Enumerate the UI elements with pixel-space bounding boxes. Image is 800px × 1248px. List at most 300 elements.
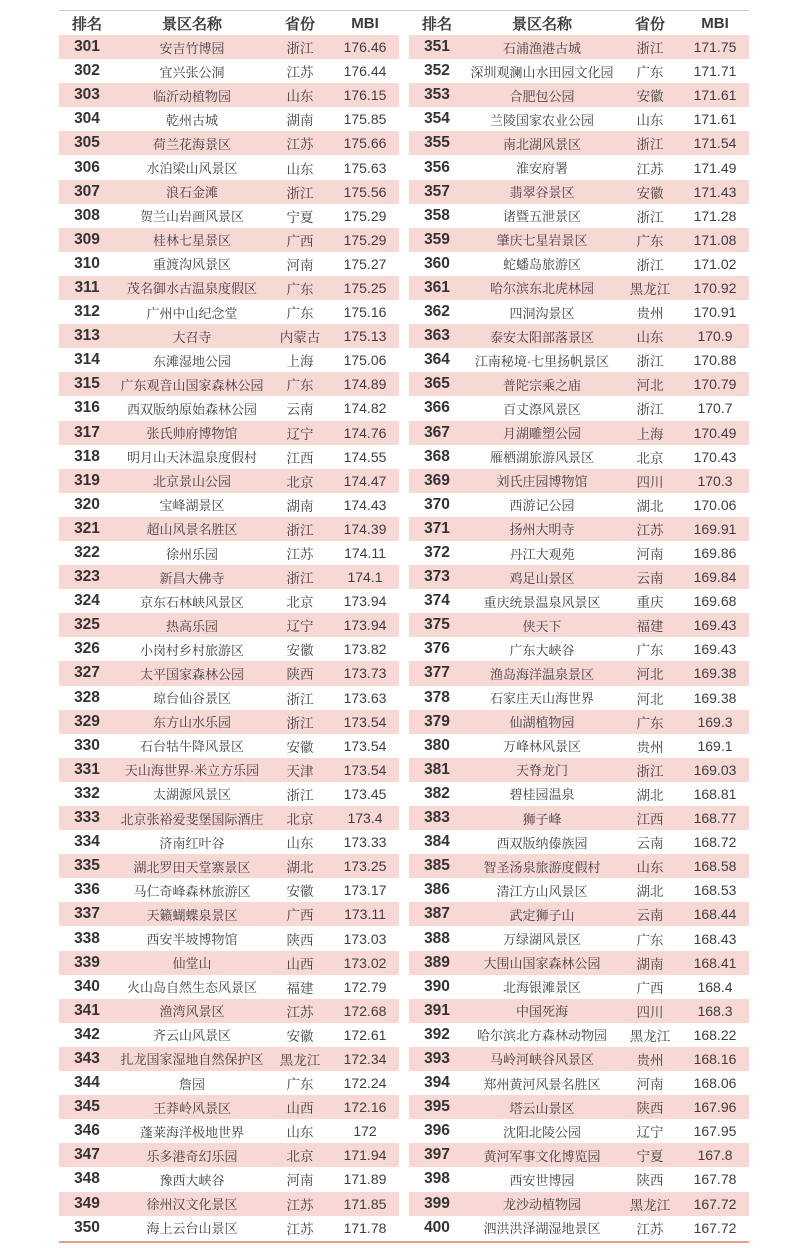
rank-cell: 371 <box>424 519 450 537</box>
table-header-row <box>409 11 749 35</box>
table-row <box>59 300 399 324</box>
name-cell: 丹江大观苑 <box>509 546 575 562</box>
province-cell: 河南 <box>286 1173 314 1189</box>
name-cell: 重庆统景温泉风景区 <box>483 594 601 610</box>
province-cell: 陕西 <box>636 1101 664 1117</box>
table-row <box>59 999 399 1023</box>
table-row <box>59 1192 399 1216</box>
table-row <box>59 541 399 565</box>
rank-cell: 307 <box>74 182 100 200</box>
name-cell: 天脊龙门 <box>515 763 568 779</box>
name-cell: 火山岛自然生态风景区 <box>126 980 257 996</box>
rank-cell: 362 <box>424 303 450 321</box>
mbi-cell: 173.63 <box>343 689 387 706</box>
province-cell: 河北 <box>636 667 664 683</box>
name-cell: 小岗村乡村旅游区 <box>139 642 244 658</box>
rank-cell: 391 <box>424 1001 450 1019</box>
province-cell: 浙江 <box>286 787 314 803</box>
table-row <box>59 1167 399 1191</box>
mbi-cell: 168.43 <box>693 930 737 947</box>
province-cell: 山东 <box>286 836 314 852</box>
table-row <box>409 686 749 710</box>
name-cell: 大召寺 <box>172 329 212 345</box>
mbi-cell: 174.11 <box>344 545 386 562</box>
mbi-cell: 175.63 <box>343 159 387 176</box>
mbi-cell: 171.08 <box>693 231 737 248</box>
table-row <box>59 637 399 661</box>
province-cell: 云南 <box>636 571 664 587</box>
rank-cell: 375 <box>424 616 450 634</box>
rank-cell: 323 <box>74 568 100 586</box>
rank-cell: 400 <box>424 1218 450 1236</box>
table-row <box>409 228 749 252</box>
rank-cell: 347 <box>74 1146 100 1164</box>
rank-cell: 363 <box>424 327 450 345</box>
mbi-cell: 175.85 <box>343 111 387 128</box>
province-cell: 浙江 <box>636 137 664 153</box>
name-cell: 大围山国家森林公园 <box>483 956 601 972</box>
table-row <box>409 926 749 950</box>
province-cell: 山西 <box>286 1101 314 1117</box>
mbi-cell: 169.38 <box>693 689 737 706</box>
name-cell: 重渡沟风景区 <box>152 257 231 273</box>
rank-cell: 387 <box>424 905 450 923</box>
mbi-cell: 174.43 <box>343 496 387 513</box>
rank-cell: 330 <box>74 736 100 754</box>
table-row <box>59 155 399 179</box>
rank-cell: 376 <box>424 640 450 658</box>
table-row <box>59 107 399 131</box>
province-cell: 河北 <box>636 378 664 394</box>
rank-cell: 322 <box>74 544 100 562</box>
table-row <box>59 469 399 493</box>
name-cell: 黄河军事文化博览园 <box>483 1148 601 1164</box>
province-cell: 浙江 <box>286 185 314 201</box>
table-row <box>59 926 399 950</box>
province-cell: 福建 <box>286 980 314 996</box>
mbi-cell: 168.06 <box>693 1075 737 1092</box>
table-row <box>409 854 749 878</box>
rank-cell: 342 <box>74 1025 100 1043</box>
rank-cell: 397 <box>424 1146 450 1164</box>
table-row <box>59 228 399 252</box>
rank-cell: 379 <box>424 712 450 730</box>
name-cell: 乾州古城 <box>165 112 218 128</box>
table-row <box>59 180 399 204</box>
rank-cell: 383 <box>424 809 450 827</box>
province-cell: 浙江 <box>636 257 664 273</box>
rank-cell: 377 <box>424 664 450 682</box>
mbi-cell: 169.03 <box>693 761 737 778</box>
name-cell: 泗洪洪泽湖湿地景区 <box>483 1221 601 1237</box>
mbi-cell: 167.95 <box>693 1123 737 1140</box>
table-row <box>59 324 399 348</box>
name-cell: 茂名御水古温泉度假区 <box>126 281 257 297</box>
rank-cell: 339 <box>74 953 100 971</box>
table-row <box>59 348 399 372</box>
name-cell: 张氏帅府博物馆 <box>146 426 238 442</box>
province-cell: 上海 <box>286 354 314 370</box>
name-cell: 西安世博园 <box>509 1172 575 1188</box>
mbi-cell: 174.1 <box>347 569 383 586</box>
rank-cell: 318 <box>74 447 100 465</box>
province-cell: 四川 <box>636 1004 664 1020</box>
table-row <box>59 493 399 517</box>
rank-cell: 335 <box>74 857 100 875</box>
rank-cell: 329 <box>74 712 100 730</box>
province-cell: 陕西 <box>286 932 314 948</box>
table-row <box>409 1167 749 1191</box>
rank-cell: 365 <box>424 375 450 393</box>
name-cell: 超山风景名胜区 <box>146 522 238 538</box>
table-row <box>59 131 399 155</box>
province-cell: 安徽 <box>636 185 664 201</box>
rank-cell: 399 <box>424 1194 450 1212</box>
name-cell: 贺兰山岩画风景区 <box>139 209 244 225</box>
province-cell: 山东 <box>286 161 314 177</box>
rank-cell: 364 <box>424 351 450 369</box>
table-header-row <box>59 11 399 35</box>
table-row <box>409 83 749 107</box>
province-cell: 江苏 <box>636 161 664 177</box>
mbi-cell: 171.43 <box>693 183 737 200</box>
name-cell: 琼台仙谷景区 <box>152 691 231 707</box>
mbi-cell: 176.44 <box>343 63 387 80</box>
province-cell: 浙江 <box>636 763 664 779</box>
province-cell: 广东 <box>286 306 314 322</box>
name-cell: 西安半坡博物馆 <box>146 932 238 948</box>
mbi-cell: 171.54 <box>693 135 737 152</box>
province-cell: 广东 <box>636 643 664 659</box>
rank-cell: 367 <box>424 423 450 441</box>
rank-cell: 310 <box>74 254 100 272</box>
table-row <box>409 35 749 59</box>
table-row <box>59 782 399 806</box>
name-cell: 万峰林风景区 <box>502 739 581 755</box>
name-cell: 哈尔滨北方森林动物园 <box>476 1028 607 1044</box>
province-cell: 内蒙古 <box>279 330 321 346</box>
province-cell: 江苏 <box>286 1197 314 1213</box>
table-row <box>59 421 399 445</box>
rank-cell: 369 <box>424 471 450 489</box>
rank-cell: 361 <box>424 278 450 296</box>
mbi-cell: 169.91 <box>693 520 737 537</box>
province-cell: 安徽 <box>286 739 314 755</box>
province-cell: 黑龙江 <box>629 1197 671 1213</box>
rank-cell: 370 <box>424 495 450 513</box>
mbi-cell: 173.33 <box>343 834 387 851</box>
name-cell: 哈尔滨东北虎林园 <box>489 281 594 297</box>
mbi-cell: 172.34 <box>343 1050 387 1067</box>
rank-cell: 348 <box>74 1170 100 1188</box>
name-cell: 仙湖植物园 <box>509 715 575 731</box>
mbi-cell: 173.17 <box>343 882 387 899</box>
mbi-cell: 173.45 <box>343 785 387 802</box>
rank-cell: 392 <box>424 1025 450 1043</box>
name-cell: 太湖源风景区 <box>152 787 231 803</box>
table-row <box>59 252 399 276</box>
name-cell: 海上云台山景区 <box>146 1221 238 1237</box>
province-cell: 天津 <box>286 763 314 779</box>
mbi-cell: 170.79 <box>693 376 737 393</box>
rank-cell: 344 <box>74 1074 100 1092</box>
province-cell: 湖北 <box>636 787 664 803</box>
mbi-cell: 167.72 <box>693 1195 737 1212</box>
rank-cell: 388 <box>424 929 450 947</box>
rank-cell: 332 <box>74 784 100 802</box>
rank-cell: 319 <box>74 471 100 489</box>
name-cell: 万绿湖风景区 <box>502 932 581 948</box>
mbi-cell: 168.53 <box>693 882 737 899</box>
table-row <box>59 1071 399 1095</box>
name-cell: 广东大峡谷 <box>509 642 575 658</box>
rank-cell: 386 <box>424 881 450 899</box>
table-row <box>409 1119 749 1143</box>
mbi-cell: 171.28 <box>693 207 737 224</box>
rank-cell: 340 <box>74 977 100 995</box>
name-cell: 兰陵国家农业公园 <box>489 112 594 128</box>
rank-cell: 394 <box>424 1074 450 1092</box>
table-row <box>59 902 399 926</box>
rank-cell: 373 <box>424 568 450 586</box>
province-cell: 江西 <box>286 450 314 466</box>
rank-cell: 303 <box>74 86 100 104</box>
name-cell: 石浦渔港古城 <box>502 40 581 56</box>
table-row <box>59 565 399 589</box>
table-row <box>409 541 749 565</box>
mbi-cell: 175.16 <box>343 304 387 321</box>
table-row <box>59 59 399 83</box>
province-cell: 江苏 <box>636 522 664 538</box>
name-cell: 肇庆七星岩景区 <box>496 233 588 249</box>
rank-cell: 321 <box>74 519 100 537</box>
rank-cell: 312 <box>74 303 100 321</box>
name-cell: 百丈漈风景区 <box>502 401 581 417</box>
table-row <box>409 372 749 396</box>
name-cell: 乐多港奇幻乐园 <box>146 1148 238 1164</box>
province-cell: 河南 <box>636 547 664 563</box>
table-row <box>409 1071 749 1095</box>
name-cell: 仙堂山 <box>172 956 212 972</box>
mbi-cell: 173.94 <box>343 617 387 634</box>
province-cell: 广东 <box>636 65 664 81</box>
mbi-cell: 169.1 <box>697 737 733 754</box>
mbi-cell: 172.16 <box>343 1099 387 1116</box>
name-cell: 江南秘境·七里扬帆景区 <box>474 353 610 369</box>
name-cell: 深圳观澜山水田园文化园 <box>470 64 614 80</box>
mbi-cell: 174.89 <box>343 376 387 393</box>
name-cell: 扬州大明寺 <box>509 522 575 538</box>
province-cell: 山东 <box>636 860 664 876</box>
province-cell: 山东 <box>286 89 314 105</box>
table-row <box>409 951 749 975</box>
name-cell: 广州中山纪念堂 <box>146 305 238 321</box>
rank-cell: 328 <box>74 688 100 706</box>
table-row <box>59 613 399 637</box>
name-cell: 普陀宗乘之庙 <box>502 377 581 393</box>
table-row <box>409 661 749 685</box>
name-cell: 北京张裕爱斐堡国际酒庄 <box>120 811 264 827</box>
rank-cell: 305 <box>74 134 100 152</box>
name-cell: 刘氏庄园博物馆 <box>496 474 588 490</box>
rank-cell: 382 <box>424 784 450 802</box>
name-cell: 临沂动植物园 <box>152 88 231 104</box>
mbi-cell: 176.46 <box>343 39 387 56</box>
rank-cell: 341 <box>74 1001 100 1019</box>
mbi-cell: 169.3 <box>697 713 733 730</box>
mbi-cell: 170.92 <box>693 279 737 296</box>
province-cell: 江苏 <box>286 547 314 563</box>
province-cell: 湖南 <box>636 956 664 972</box>
mbi-cell: 169.84 <box>693 569 737 586</box>
mbi-cell: 168.44 <box>693 906 737 923</box>
name-cell: 石家庄天山海世界 <box>489 691 594 707</box>
mbi-cell: 173.54 <box>343 761 387 778</box>
name-cell: 东方山水乐园 <box>152 715 231 731</box>
province-cell: 河南 <box>636 1077 664 1093</box>
col-header-province: 省份 <box>284 15 315 33</box>
table-row <box>409 975 749 999</box>
table-row <box>409 517 749 541</box>
province-cell: 浙江 <box>286 522 314 538</box>
name-cell: 安吉竹博园 <box>159 40 225 56</box>
mbi-cell: 171.89 <box>343 1171 387 1188</box>
rank-cell: 395 <box>424 1098 450 1116</box>
mbi-cell: 170.7 <box>697 400 733 417</box>
rank-cell: 380 <box>424 736 450 754</box>
rank-cell: 302 <box>74 62 100 80</box>
mbi-cell: 174.47 <box>343 472 387 489</box>
name-cell: 天山海世界·米立方乐园 <box>124 763 260 779</box>
mbi-cell: 172 <box>353 1123 377 1140</box>
mbi-cell: 172.24 <box>343 1075 387 1092</box>
mbi-cell: 171.75 <box>693 39 737 56</box>
name-cell: 水泊梁山风景区 <box>146 161 238 177</box>
province-cell: 辽宁 <box>636 1125 664 1141</box>
province-cell: 广西 <box>286 908 314 924</box>
name-cell: 武定狮子山 <box>509 907 575 923</box>
rank-cell: 336 <box>74 881 100 899</box>
mbi-cell: 173.11 <box>344 906 386 923</box>
table-row <box>409 1095 749 1119</box>
mbi-cell: 167.78 <box>693 1171 737 1188</box>
rank-cell: 338 <box>74 929 100 947</box>
table-row <box>59 878 399 902</box>
name-cell: 西游记公园 <box>509 498 575 514</box>
rank-cell: 374 <box>424 592 450 610</box>
rank-cell: 353 <box>424 86 450 104</box>
col-header-rank: 排名 <box>421 15 452 33</box>
province-cell: 云南 <box>636 908 664 924</box>
table-row <box>409 589 749 613</box>
province-cell: 江苏 <box>286 1004 314 1020</box>
name-cell: 郑州黄河风景名胜区 <box>483 1076 601 1092</box>
name-cell: 泰安太阳部落景区 <box>489 329 594 345</box>
name-cell: 天籁蝴蝶泉景区 <box>146 907 238 923</box>
mbi-cell: 168.58 <box>693 858 737 875</box>
name-cell: 济南红叶谷 <box>159 835 225 851</box>
table-row <box>59 854 399 878</box>
rank-cell: 324 <box>74 592 100 610</box>
name-cell: 宝峰湖景区 <box>159 498 225 514</box>
rank-cell: 306 <box>74 158 100 176</box>
name-cell: 沈阳北陵公园 <box>502 1124 581 1140</box>
table-row <box>409 469 749 493</box>
table-row <box>59 951 399 975</box>
mbi-cell: 167.96 <box>693 1099 737 1116</box>
name-cell: 北海银滩景区 <box>502 980 581 996</box>
table-row <box>59 204 399 228</box>
col-header-name: 景区名称 <box>511 15 572 33</box>
table-row <box>409 396 749 420</box>
table-row <box>409 999 749 1023</box>
province-cell: 浙江 <box>286 571 314 587</box>
name-cell: 马岭河峡谷风景区 <box>489 1052 594 1068</box>
province-cell: 贵州 <box>636 739 664 755</box>
province-cell: 江苏 <box>636 1221 664 1237</box>
province-cell: 浙江 <box>286 691 314 707</box>
province-cell: 黑龙江 <box>629 281 671 297</box>
table-row <box>59 1143 399 1167</box>
rank-cell: 301 <box>74 38 100 56</box>
rank-cell: 366 <box>424 399 450 417</box>
rank-cell: 358 <box>424 206 450 224</box>
name-cell: 中国死海 <box>515 1004 568 1020</box>
mbi-cell: 168.22 <box>693 1026 737 1043</box>
name-cell: 渔湾风景区 <box>159 1004 225 1020</box>
province-cell: 黑龙江 <box>279 1052 321 1068</box>
mbi-cell: 168.16 <box>693 1050 737 1067</box>
mbi-cell: 174.82 <box>343 400 387 417</box>
rank-cell: 313 <box>74 327 100 345</box>
name-cell: 侠天下 <box>522 618 562 634</box>
table-row <box>409 902 749 926</box>
province-cell: 安徽 <box>286 643 314 659</box>
table-row <box>409 324 749 348</box>
province-cell: 北京 <box>636 450 664 466</box>
name-cell: 桂林七星景区 <box>152 233 231 249</box>
name-cell: 蛇蟠岛旅游区 <box>502 257 581 273</box>
mbi-cell: 168.3 <box>697 1002 733 1019</box>
table-row <box>59 806 399 830</box>
rank-cell: 355 <box>424 134 450 152</box>
rank-cell: 345 <box>74 1098 100 1116</box>
name-cell: 豫西大峡谷 <box>159 1172 225 1188</box>
province-cell: 山西 <box>286 956 314 972</box>
table-row <box>409 107 749 131</box>
name-cell: 北京景山公园 <box>152 474 231 490</box>
table-row <box>59 710 399 734</box>
rank-cell: 334 <box>74 833 100 851</box>
rank-cell: 308 <box>74 206 100 224</box>
province-cell: 山东 <box>636 113 664 129</box>
rank-cell: 396 <box>424 1122 450 1140</box>
name-cell: 京东石林峡风景区 <box>139 594 244 610</box>
rank-cell: 381 <box>424 760 450 778</box>
mbi-cell: 173.25 <box>343 858 387 875</box>
province-cell: 河南 <box>286 257 314 273</box>
table-row <box>59 975 399 999</box>
name-cell: 徐州汉文化景区 <box>146 1197 238 1213</box>
rank-cell: 385 <box>424 857 450 875</box>
province-cell: 宁夏 <box>636 1149 664 1165</box>
mbi-cell: 170.06 <box>693 496 737 513</box>
table-row <box>409 637 749 661</box>
rank-cell: 359 <box>424 230 450 248</box>
name-cell: 浪石金滩 <box>165 185 218 201</box>
name-cell: 王莽岭风景区 <box>152 1100 231 1116</box>
province-cell: 陕西 <box>286 667 314 683</box>
